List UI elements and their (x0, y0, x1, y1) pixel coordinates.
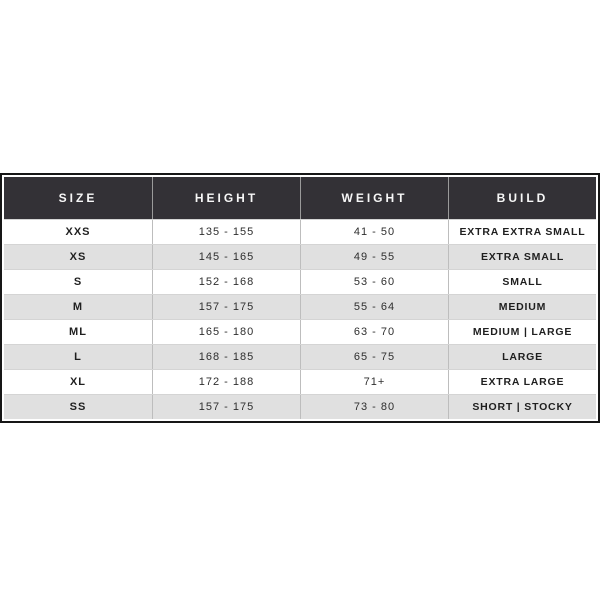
build-cell: SHORT | STOCKY (448, 395, 596, 419)
weight-cell: 73 - 80 (300, 395, 448, 419)
table-header-row (4, 177, 596, 219)
build-cell: SMALL (448, 270, 596, 294)
build-cell: EXTRA LARGE (448, 370, 596, 394)
size-cell: XL (69, 376, 87, 388)
size-cell: S (73, 276, 83, 288)
weight-cell: 41 - 50 (300, 220, 448, 244)
table-row (4, 319, 596, 344)
weight-cell: 63 - 70 (300, 320, 448, 344)
build-cell: LARGE (448, 345, 596, 369)
weight-cell: 55 - 64 (300, 295, 448, 319)
build-cell: MEDIUM (448, 295, 596, 319)
size-cell: SS (69, 401, 87, 413)
height-cell: 157 - 175 (152, 395, 300, 419)
weight-cell: 49 - 55 (300, 245, 448, 269)
size-cell: L (74, 351, 82, 363)
size-cell: ML (69, 326, 87, 338)
weight-cell: 53 - 60 (300, 270, 448, 294)
size-cell: XXS (65, 226, 91, 238)
table-row (4, 294, 596, 319)
table-row (4, 269, 596, 294)
table-row (4, 219, 596, 244)
size-chart-table (0, 173, 600, 423)
height-cell: 157 - 175 (152, 295, 300, 319)
height-cell: 145 - 165 (152, 245, 300, 269)
column-header-build: BUILD (448, 177, 596, 219)
build-cell: EXTRA SMALL (448, 245, 596, 269)
weight-cell: 65 - 75 (300, 345, 448, 369)
height-cell: 152 - 168 (152, 270, 300, 294)
build-cell: MEDIUM | LARGE (448, 320, 596, 344)
height-cell: 172 - 188 (152, 370, 300, 394)
size-cell: XS (69, 251, 87, 263)
column-header-size: SIZE (58, 191, 98, 205)
table-row (4, 344, 596, 369)
height-cell: 168 - 185 (152, 345, 300, 369)
table-row (4, 244, 596, 269)
build-cell: EXTRA EXTRA SMALL (448, 220, 596, 244)
column-header-weight: WEIGHT (300, 177, 448, 219)
weight-cell: 71+ (300, 370, 448, 394)
height-cell: 165 - 180 (152, 320, 300, 344)
table-row (4, 394, 596, 419)
column-header-height: HEIGHT (152, 177, 300, 219)
table-row (4, 369, 596, 394)
size-cell: M (72, 301, 84, 313)
height-cell: 135 - 155 (152, 220, 300, 244)
